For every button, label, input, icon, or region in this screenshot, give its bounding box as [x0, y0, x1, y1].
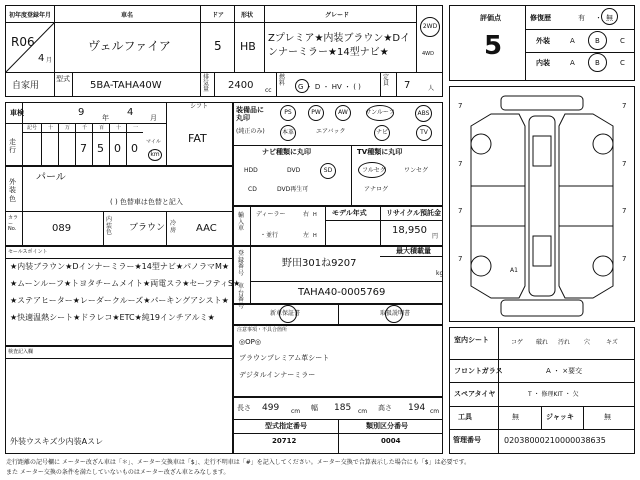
divider	[234, 433, 442, 434]
inspection-year-unit: 年	[102, 114, 109, 122]
km-label: km	[150, 151, 160, 158]
first-reg-month: 4	[38, 53, 45, 64]
sales-line-3: ★ステアヒーター★レーダークルーズ★パーキングアシスト★	[10, 296, 229, 305]
equipment-label: 装備品に丸印	[236, 106, 264, 123]
import-right: 右	[303, 211, 310, 218]
divider	[54, 6, 55, 72]
model-name-label: 車名	[121, 12, 134, 19]
inspection-year: 9	[78, 107, 85, 118]
divider	[92, 124, 93, 165]
manual-ring	[385, 305, 403, 323]
divider	[75, 124, 76, 165]
mileage-digit-header: 十	[48, 125, 54, 131]
damage-marker-6: 7	[622, 207, 627, 215]
color-label: 外装色	[9, 178, 16, 203]
divider	[326, 220, 442, 221]
divider	[126, 124, 127, 165]
divider	[200, 6, 201, 72]
score-label: 評価点	[480, 14, 501, 22]
exterior-selected-ring	[588, 31, 607, 50]
drive-2wd: 2WD	[422, 23, 438, 30]
width-unit: cm	[358, 408, 368, 415]
height-unit: cm	[430, 408, 440, 415]
warranty-ring	[279, 305, 297, 323]
mileage-digit: 7	[80, 142, 87, 155]
tools-label: 工具	[458, 413, 472, 421]
mileage-digit-header: 百	[99, 125, 105, 131]
model-name: ヴェルファイア	[88, 39, 171, 53]
divider	[276, 72, 277, 97]
width: 185	[334, 403, 352, 413]
plate-label: 登録番号	[238, 250, 245, 277]
ac-value: AAC	[196, 223, 217, 234]
tv-fullseg-ring	[358, 162, 386, 178]
drive-2wd-circle	[420, 17, 440, 37]
ac-label: 冷房	[170, 220, 177, 234]
interior-c: C	[620, 59, 625, 67]
katashiki-label: 型式	[56, 75, 70, 83]
mileage-digit: 0	[114, 142, 121, 155]
damage-marker-5: 7	[458, 207, 463, 215]
import-h-left: H	[313, 233, 317, 239]
equip-tv	[416, 125, 432, 141]
damage-marker-7: 7	[458, 255, 463, 263]
divider	[380, 256, 442, 257]
height-label: 高さ	[378, 404, 392, 412]
interior-label: 内装	[536, 59, 550, 67]
first-reg-era: R06	[11, 35, 35, 49]
chassis-label: 車台番号	[238, 283, 245, 310]
notes-line-3: デジタルインナーミラー	[239, 371, 316, 379]
color-code: 089	[52, 223, 72, 234]
divider	[450, 429, 634, 430]
divider	[103, 212, 104, 245]
divider	[250, 247, 251, 303]
interior-color: ブラウン	[129, 223, 166, 233]
mileage-digit-header: 一	[133, 125, 139, 131]
divider	[109, 124, 110, 165]
repair-option-no: 無	[606, 14, 613, 22]
divider	[416, 6, 417, 72]
doors-label: ドア	[212, 12, 224, 19]
interior-a: A	[570, 59, 575, 67]
equip-ps-label: PS	[284, 109, 292, 116]
capacity: 7	[404, 80, 411, 91]
equip-leather-label: 本革	[281, 129, 294, 136]
repair-separator: ・	[595, 14, 602, 22]
control-value: 02038000210000038635	[504, 436, 606, 445]
car-diagram	[449, 86, 635, 322]
nav-hdd: HDD	[244, 167, 258, 174]
recycle-unit: 円	[432, 233, 439, 240]
jack-label: ジャッキ	[546, 413, 574, 421]
footer-line-2: また メーター交換の条件を満たしていないものはメーター改ざん車とみなします。	[6, 469, 230, 476]
recycle-label: リサイクル預託金	[386, 209, 442, 217]
mileage-digit-header: 万	[65, 125, 71, 131]
displacement-label: 排気量	[203, 74, 210, 93]
control-label: 管理番号	[453, 436, 481, 444]
capacity-label: 定員	[383, 74, 390, 87]
divider	[22, 167, 23, 245]
sales-label: セールスポイント	[8, 249, 48, 255]
sales-line-2: ★ムーンルーフ★トヨタチームメイト★両電スラ★セーフティS★	[10, 279, 241, 288]
mileage-digit: 0	[131, 142, 138, 155]
tools-value: 無	[512, 413, 519, 421]
damage-marker-3: 7	[458, 160, 463, 168]
length-label: 長さ	[237, 404, 251, 412]
equip-airbag: エアバック	[316, 128, 346, 135]
divider	[6, 22, 416, 23]
inspector-footer-note: 外装ウスキズ少内装Aスレ	[10, 437, 104, 446]
capacity-unit: 人	[428, 85, 435, 92]
divider	[525, 6, 526, 80]
exterior-label: 外装	[536, 37, 550, 45]
notes-line-2: ブラウンプレミアム革シート	[239, 354, 330, 362]
divider	[583, 407, 584, 429]
inspector-label: 検査記入欄	[8, 349, 34, 355]
equip-aw-label: AW	[338, 109, 348, 116]
shift: FAT	[188, 132, 207, 145]
color-code-label: カラー No.	[8, 215, 19, 232]
color-note: ( ) 色替車は色替と記入	[110, 198, 183, 206]
nav-sd	[320, 163, 336, 179]
drive-4wd: 4WD	[422, 51, 434, 57]
tv-analog: アナログ	[364, 186, 389, 193]
divider	[380, 72, 381, 97]
length: 499	[262, 403, 280, 413]
grade-line2: ンナーミラー★14型ナビ★	[268, 47, 389, 58]
divider	[380, 207, 381, 245]
mileage-note-label: 記号	[27, 125, 38, 131]
grade-line1: Zプレミア★内装ブラウン★Dイ	[268, 33, 411, 44]
fuel-label: 燃料	[279, 74, 286, 87]
divider	[396, 72, 397, 97]
divider	[58, 124, 59, 165]
sales-line-4: ★快適温熱シート★ドラレコ★ETC★純19インチアルミ★	[10, 313, 215, 322]
notes-label: 注意事項・不具合箇所	[237, 327, 288, 333]
equip-sunroof	[366, 105, 394, 121]
inspection-month: 4	[127, 107, 134, 118]
katashiki: 5BA-TAHA40W	[90, 80, 162, 91]
import-label: 輸入車	[238, 212, 245, 233]
mileage-digit-header: 十	[116, 125, 122, 131]
model-year-label: モデル年式	[332, 209, 367, 217]
divider	[526, 52, 634, 53]
equip-leather	[280, 125, 296, 141]
interior-color-label: 内装色	[106, 216, 113, 237]
first-reg-month-unit: 月	[46, 57, 53, 64]
seat-item-scratch: キズ	[606, 339, 618, 346]
mileage-digit: 5	[97, 142, 104, 155]
exterior-c: C	[620, 37, 625, 45]
divider	[234, 145, 442, 146]
import-dealer: ディーラー	[256, 211, 286, 218]
divider	[250, 207, 251, 245]
mileage-label: 走行	[9, 138, 16, 155]
inspection-month-unit: 月	[150, 114, 157, 122]
nav-dvd-play: DVD再生可	[277, 186, 309, 193]
shape-label: 形状	[241, 12, 254, 19]
divider	[526, 29, 634, 30]
divider	[41, 124, 42, 165]
mile-label: マイル	[146, 139, 161, 145]
length-unit: cm	[291, 408, 301, 415]
shape: HB	[240, 40, 256, 53]
divider	[6, 123, 166, 124]
windshield-value: A ・ ×要交	[546, 367, 583, 375]
tv-fullseg: フルセグ	[362, 167, 386, 174]
inspection-label: 車検	[10, 109, 24, 117]
divider	[338, 420, 339, 453]
equip-ps	[280, 105, 296, 121]
type-spec: 20712	[272, 437, 297, 445]
windshield-label: フロントガラス	[454, 367, 503, 375]
displacement-unit: cc	[265, 87, 272, 94]
tv-type-label: TV種類に丸印	[357, 148, 403, 156]
exterior-b: B	[595, 37, 600, 45]
divider	[6, 258, 232, 259]
mileage-digit-header: 千	[82, 125, 88, 131]
recycle-value: 18,950	[392, 225, 427, 236]
shift-label: シフト	[190, 103, 209, 110]
seat-item-stain: 汚れ	[558, 339, 571, 346]
damage-marker-4: 7	[622, 160, 627, 168]
interior-b: B	[595, 59, 600, 67]
divider	[450, 406, 634, 407]
manual: 取扱説明書	[380, 310, 411, 317]
divider	[450, 382, 634, 383]
divider	[214, 72, 215, 97]
equip-aw	[335, 105, 351, 121]
equip-pw-label: PW	[311, 109, 321, 116]
seat-item-burn: コゲ	[511, 339, 524, 346]
divider	[541, 407, 542, 429]
sales-line-1: ★内装ブラウン★Dインナーミラー★14型ナビ★パノラマM★	[10, 262, 230, 271]
divider	[6, 211, 232, 212]
seat-item-tear: 破れ	[536, 339, 549, 346]
max-load-label: 最大積載量	[396, 247, 431, 255]
class-label: 類別区分番号	[366, 422, 408, 430]
equip-sunroof-label: サンルーフ	[365, 109, 395, 116]
damage-marker-8: 7	[622, 255, 627, 263]
displacement: 2400	[228, 80, 254, 91]
color-value: パール	[36, 172, 66, 183]
import-left: 左	[303, 232, 310, 239]
equip-abs	[415, 105, 432, 122]
first-reg-label: 初年度登録年月	[9, 12, 52, 19]
jack-value: 無	[604, 413, 611, 421]
fuel-selected-ring	[295, 79, 309, 93]
max-load-unit: kg	[436, 270, 444, 277]
divider	[72, 72, 73, 97]
width-label: 幅	[311, 404, 318, 412]
damage-marker-2: 7	[622, 102, 627, 110]
divider	[264, 6, 265, 72]
interior-seat-label: 室内シート	[454, 336, 489, 344]
repair-label: 修復歴	[530, 14, 551, 22]
divider	[325, 207, 326, 245]
equip-nav-label: ナビ	[375, 129, 388, 136]
equip-abs-label: ABS	[417, 109, 430, 117]
divider	[234, 6, 235, 72]
notes-line-1: ◎OP◎	[239, 338, 261, 346]
tv-oneseg: ワンセグ	[404, 167, 429, 174]
footer-line-1: 走行距離の記号欄に メーター改ざん車は「＊」、メーター交換車は「$」、走行不明車は「#」を記入してください。メーター交換で合算表示した場合にも「$」は必要です。	[6, 459, 471, 466]
equip-tv-label: TV	[420, 129, 428, 136]
import-h-right: H	[313, 212, 317, 218]
chassis: TAHA40-0005769	[298, 287, 386, 298]
warranty: 新車保証書	[270, 310, 301, 317]
equip-pw	[308, 105, 324, 121]
spare-label: スペアタイヤ	[454, 390, 496, 398]
divider	[166, 212, 167, 245]
damage-marker-1: 7	[458, 102, 463, 110]
usage: 自家用	[12, 81, 40, 91]
seat-item-hole: 穴	[584, 339, 591, 346]
interior-selected-ring	[588, 53, 607, 72]
divider	[251, 281, 442, 282]
km-circle	[148, 149, 162, 161]
type-spec-label: 型式指定番号	[265, 422, 307, 430]
grade-label: グレード	[325, 12, 350, 19]
exterior-a: A	[570, 37, 575, 45]
equip-nav	[374, 125, 390, 141]
import-parallel: ・並行	[260, 232, 279, 239]
nav-cd: CD	[248, 186, 257, 193]
divider	[450, 359, 634, 360]
doors: 5	[214, 39, 222, 53]
nav-dvd: DVD	[287, 167, 301, 174]
divider	[166, 103, 167, 165]
divider	[54, 72, 55, 97]
fuel-options: G ・ D ・ HV ・ ( )	[298, 83, 361, 91]
divider	[6, 358, 232, 359]
nav-type-label: ナビ種類に丸印	[262, 148, 311, 156]
score: 5	[484, 31, 503, 61]
repair-option-yes: 有	[578, 14, 585, 22]
class-value: 0004	[381, 437, 401, 445]
spare-value: T ・ 修理KIT ・ 欠	[528, 391, 579, 398]
divider	[338, 305, 339, 324]
divider	[200, 72, 201, 97]
nav-sd-label: SD	[323, 167, 333, 174]
plate: 野田301ね9207	[282, 258, 357, 269]
divider	[498, 328, 499, 453]
repair-selected-ring	[601, 8, 618, 25]
height: 194	[408, 403, 426, 413]
equipment-sublabel: (純正のみ)	[236, 128, 265, 135]
divider	[351, 146, 352, 205]
damage-marker-a1: A1	[510, 267, 518, 274]
